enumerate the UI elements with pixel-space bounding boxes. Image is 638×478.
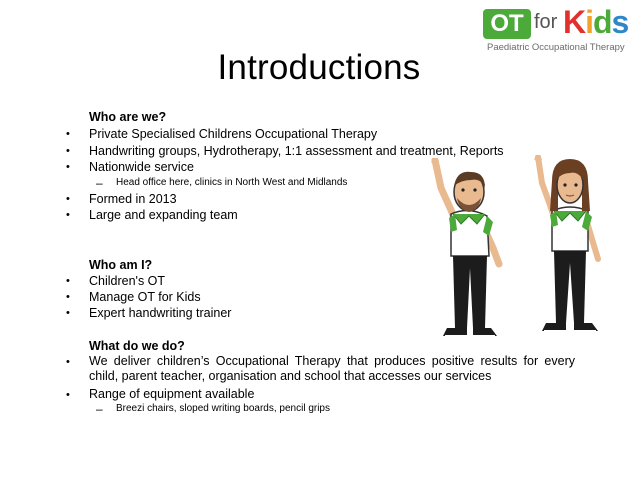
male-therapist-illustration [425, 158, 515, 346]
section-heading-what-do-we-do: What do we do? [89, 339, 185, 353]
bullet: • [66, 209, 70, 221]
list-item: Expert handwriting trainer [89, 306, 232, 320]
list-sub-item: Head office here, clinics in North West and Midlands [116, 177, 348, 188]
slide-title: Introductions [217, 48, 421, 87]
female-therapist-illustration [530, 155, 610, 341]
list-item: Formed in 2013 [89, 192, 177, 206]
section-heading-who-are-we: Who are we? [89, 110, 167, 124]
bullet: • [66, 389, 70, 401]
bullet: • [66, 193, 70, 205]
list-item: Large and expanding team [89, 208, 238, 222]
bullet: • [66, 145, 70, 157]
logo-ot-badge: OT [483, 9, 531, 39]
bullet: • [66, 128, 70, 140]
bullet: • [66, 161, 70, 173]
list-item: Nationwide service [89, 160, 194, 174]
bullet: • [66, 291, 70, 303]
section-heading-who-am-i: Who am I? [89, 258, 153, 272]
list-item: Handwriting groups, Hydrotherapy, 1:1 assessment and treatment, Reports [89, 144, 504, 158]
bullet: • [66, 307, 70, 319]
list-item: Children's OT [89, 274, 166, 288]
logo-kids-text: Kids [563, 4, 629, 40]
dash: – [96, 402, 103, 416]
logo-for-text: for [534, 11, 558, 33]
logo-tagline: Paediatric Occupational Therapy [487, 42, 625, 53]
list-item: Manage OT for Kids [89, 290, 201, 304]
dash: – [96, 176, 103, 190]
list-item: Range of equipment available [89, 387, 255, 401]
bullet: • [66, 275, 70, 287]
list-item: We deliver children’s Occupational Therapy that produces positive results for every child, parent teacher, organisation and school that accesses our services [89, 354, 575, 383]
list-sub-item: Breezi chairs, sloped writing boards, pencil grips [116, 403, 330, 414]
bullet: • [66, 356, 70, 368]
list-item: Private Specialised Childrens Occupational Therapy [89, 127, 378, 141]
